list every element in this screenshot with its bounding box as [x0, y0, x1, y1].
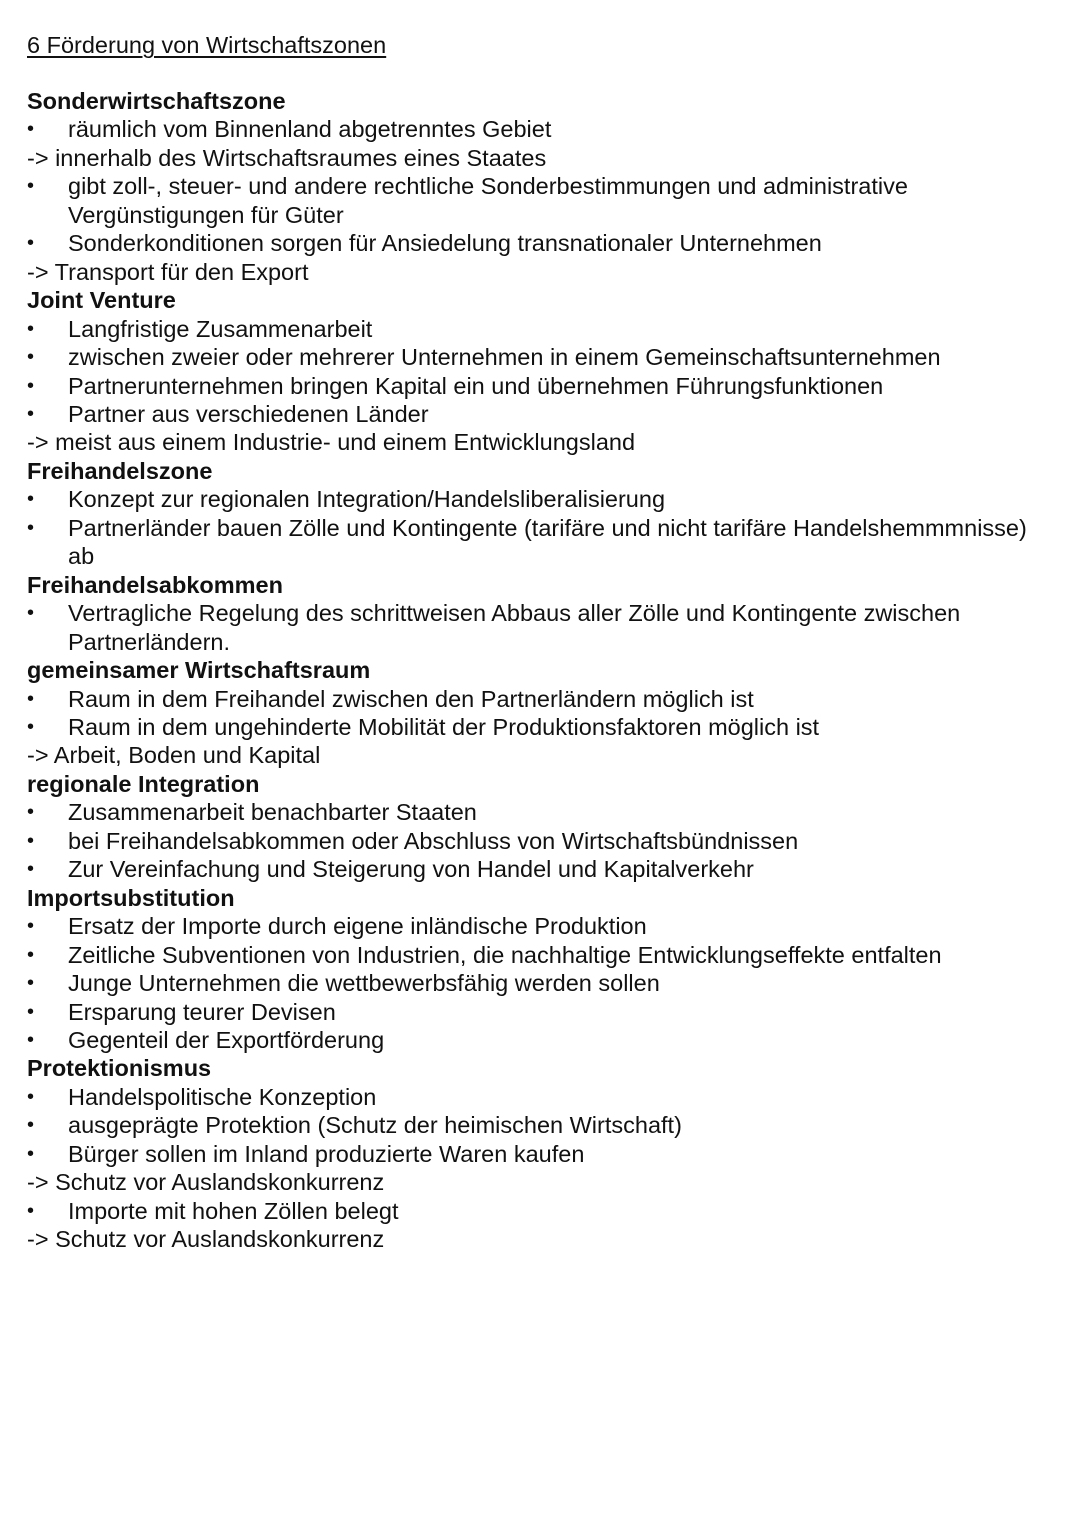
bullet-text: Ersparung teurer Devisen — [68, 998, 336, 1025]
bullet-item — [27, 685, 1057, 713]
bullet-item — [27, 172, 1057, 229]
bullet-item — [27, 599, 1057, 656]
bullet-icon: • — [27, 317, 35, 340]
bullet-text: Handelspolitische Konzeption — [68, 1083, 377, 1110]
bullet-item — [27, 1197, 1057, 1225]
bullet-text: bei Freihandelsabkommen oder Abschluss von Wirtschaftsbündnissen — [68, 827, 799, 854]
bullet-icon: • — [27, 402, 35, 425]
arrow-note: -> Schutz vor Auslandskonkurrenz — [27, 1169, 385, 1196]
bullet-icon: • — [27, 346, 35, 369]
bullet-text: Zusammenarbeit benachbarter Staaten — [68, 799, 477, 826]
bullet-text: Raum in dem Freihandel zwischen den Partnerländern möglich ist — [68, 685, 754, 712]
arrow-note: -> innerhalb des Wirtschaftsraumes eines Staates — [27, 144, 547, 171]
bullet-text: räumlich vom Binnenland abgetrenntes Gebiet — [68, 116, 552, 143]
bullet-icon: • — [27, 687, 35, 710]
bullet-text: Konzept zur regionalen Integration/Handelsliberalisierung — [68, 486, 666, 513]
bullet-icon: • — [27, 715, 35, 738]
bullet-item — [27, 372, 1057, 400]
bullet-icon: • — [27, 175, 35, 198]
arrow-note: -> Schutz vor Auslandskonkurrenz — [27, 1226, 385, 1253]
bullet-text: Partner aus verschiedenen Länder — [68, 400, 429, 427]
bullet-item — [27, 400, 1057, 428]
bullet-text: gibt zoll-, steuer- und andere rechtliche Sonderbestimmungen und administrative Vergünstigungen für Güter — [68, 173, 908, 228]
bullet-item — [27, 229, 1057, 257]
bullet-icon: • — [27, 1142, 35, 1165]
bullet-text: Zeitliche Subventionen von Industrien, die nachhaltige Entwicklungseffekte entfalten — [68, 941, 942, 968]
section — [27, 656, 1057, 770]
document-page — [27, 30, 1057, 1254]
bullet-text: Partnerländer bauen Zölle und Kontingente (tarifäre und nicht tarifäre Handelshemmmnisse) ab — [68, 514, 1027, 570]
section-heading: Freihandelszone — [27, 457, 213, 484]
bullet-text: Bürger sollen im Inland produzierte Waren kaufen — [68, 1140, 585, 1167]
bullet-text: Raum in dem ungehinderte Mobilität der Produktionsfaktoren möglich ist — [68, 713, 820, 740]
bullet-text: Vertragliche Regelung des schrittweisen Abbaus aller Zölle und Kontingente zwischen Partnerländern. — [68, 600, 961, 655]
section — [27, 286, 1057, 457]
section — [27, 87, 1057, 286]
bullet-icon: • — [27, 1028, 35, 1051]
bullet-icon: • — [27, 1114, 35, 1137]
arrow-note: -> meist aus einem Industrie- und einem Entwicklungsland — [27, 429, 636, 456]
bullet-item — [27, 855, 1057, 883]
bullet-icon: • — [27, 602, 35, 625]
notes-content — [27, 87, 1057, 1254]
bullet-icon: • — [27, 972, 35, 995]
bullet-icon: • — [27, 1199, 35, 1222]
bullet-item — [27, 912, 1057, 940]
arrow-note: -> Transport für den Export — [27, 258, 309, 285]
bullet-icon: • — [27, 374, 35, 397]
section-heading: Freihandelsabkommen — [27, 571, 283, 598]
arrow-note: -> Arbeit, Boden und Kapital — [27, 742, 321, 769]
bullet-icon: • — [27, 488, 35, 511]
bullet-icon: • — [27, 516, 35, 539]
bullet-text: Partnerunternehmen bringen Kapital ein und übernehmen Führungsfunktionen — [68, 372, 884, 399]
bullet-item — [27, 115, 1057, 143]
bullet-item — [27, 798, 1057, 826]
section-heading: Sonderwirtschaftszone — [27, 88, 286, 114]
bullet-item — [27, 1140, 1057, 1168]
bullet-text: Ersatz der Importe durch eigene inländische Produktion — [68, 913, 647, 940]
bullet-item — [27, 941, 1057, 969]
section-heading: gemeinsamer Wirtschaftsraum — [27, 657, 371, 684]
bullet-text: ausgeprägte Protektion (Schutz der heimischen Wirtschaft) — [68, 1112, 682, 1139]
bullet-item — [27, 315, 1057, 343]
bullet-text: Zur Vereinfachung und Steigerung von Handel und Kapitalverkehr — [68, 856, 754, 883]
section — [27, 770, 1057, 884]
bullet-icon: • — [27, 118, 35, 141]
bullet-item — [27, 969, 1057, 997]
bullet-item — [27, 1111, 1057, 1139]
bullet-item — [27, 514, 1057, 571]
bullet-icon: • — [27, 1000, 35, 1023]
section-heading: regionale Integration — [27, 770, 260, 797]
bullet-text: Sonderkonditionen sorgen für Ansiedelung transnationaler Unternehmen — [68, 230, 822, 257]
section — [27, 571, 1057, 656]
section-heading: Joint Venture — [27, 287, 176, 314]
page-title: 6 Förderung von Wirtschaftszonen — [27, 32, 387, 58]
bullet-icon: • — [27, 1085, 35, 1108]
bullet-item — [27, 998, 1057, 1026]
bullet-icon: • — [27, 915, 35, 938]
section-heading: Importsubstitution — [27, 884, 235, 911]
bullet-icon: • — [27, 232, 35, 255]
bullet-item — [27, 1026, 1057, 1054]
bullet-icon: • — [27, 801, 35, 824]
bullet-icon: • — [27, 858, 35, 881]
bullet-text: Junge Unternehmen die wettbewerbsfähig werden sollen — [68, 970, 660, 997]
bullet-text: Importe mit hohen Zöllen belegt — [68, 1197, 399, 1224]
section — [27, 457, 1057, 571]
section — [27, 1054, 1057, 1253]
section-heading: Protektionismus — [27, 1055, 212, 1082]
bullet-item — [27, 485, 1057, 513]
bullet-text: Gegenteil der Exportförderung — [68, 1026, 385, 1053]
bullet-item — [27, 827, 1057, 855]
bullet-text: zwischen zweier oder mehrerer Unternehmen in einem Gemeinschaftsunternehmen — [68, 344, 941, 371]
bullet-item — [27, 343, 1057, 371]
bullet-item — [27, 1083, 1057, 1111]
bullet-item — [27, 713, 1057, 741]
bullet-icon: • — [27, 829, 35, 852]
bullet-icon: • — [27, 943, 35, 966]
bullet-text: Langfristige Zusammenarbeit — [68, 315, 373, 342]
section — [27, 884, 1057, 1055]
